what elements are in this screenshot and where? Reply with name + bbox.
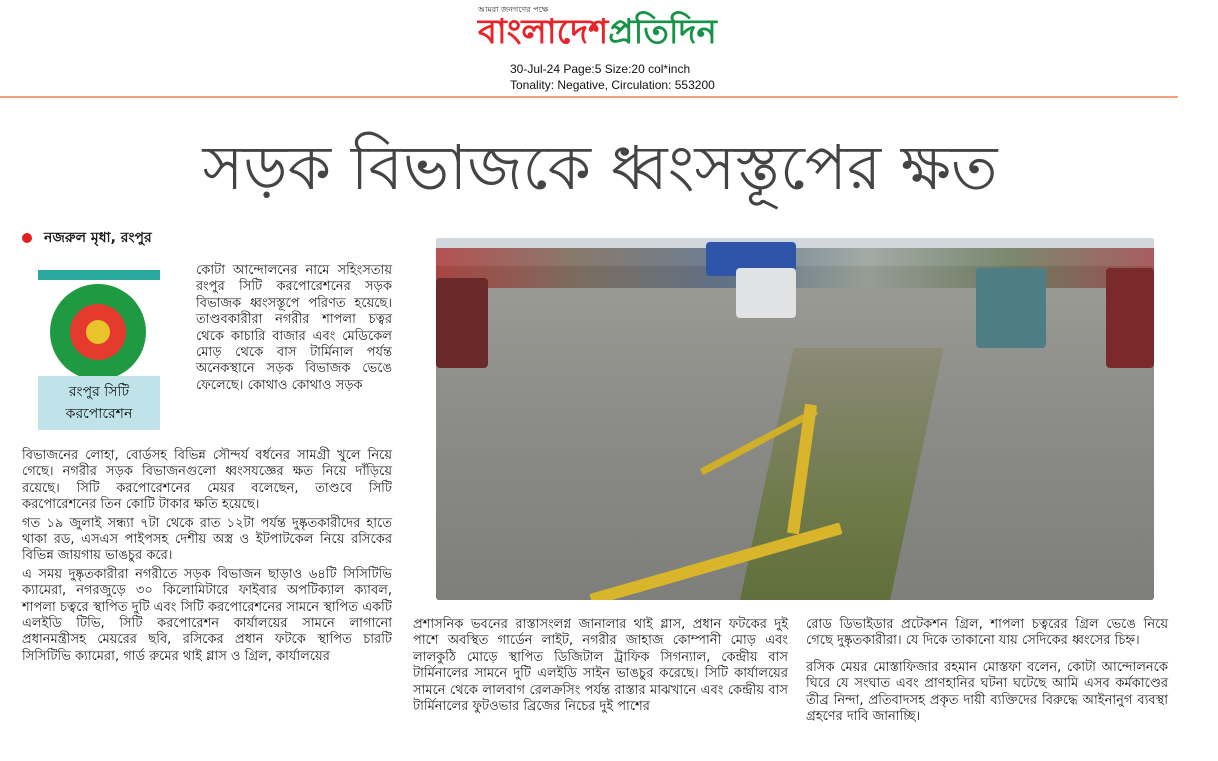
- seal-inner-circle: [70, 304, 126, 360]
- photo-vehicle-center: [736, 268, 796, 318]
- column-2-text: প্রশাসনিক ভবনের রাস্তাসংলগ্ন জানালার থাই গ্লাস, প্রধান ফটকের দুই পাশে অবস্থিত গার্ডেন লাইট, নগরীর জাহাজ কোম্পানী মোড় এবং লালকুঠি মোড়ে স্থাপিত ডিজিটাল ট্রাফিক সিগন্যাল, কেন্দ্রীয় বাস টার্মিনালের সামনে দুটি এলইডি সাইন ভাঙচুর করেছে। সিটি কার্যালয়ের সামনে থেকে লালবাগ রেলক্রসিং পর্যন্ত রাস্তার মাঝখানে এবং কেন্দ্রীয় বাস টার্মিনালের ফুটওভার ব্রিজের নিচের দুই পাশের: [413, 617, 788, 715]
- logo-part-2: প্রতিদিন: [608, 12, 717, 52]
- byline-text: নজরুল মৃধা, রংপুর: [44, 230, 152, 246]
- seal-emblem-icon: [86, 320, 110, 344]
- clipping-meta-line-1: 30-Jul-24 Page:5 Size:20 col*inch: [510, 62, 691, 76]
- city-corporation-logo: [38, 270, 160, 430]
- article-headline: সড়ক বিভাজকে ধ্বংসস্তূপের ক্ষত: [202, 131, 998, 204]
- paragraph-2: গত ১৯ জুলাই সন্ধ্যা ৭টা থেকে রাত ১২টা পর্যন্ত দুষ্কৃতকারীদের হাতে থাকা রড, এসএস পাইপসহ দেশীয় অস্ত্র ও ইটপাটকেল নিয়ে রসিকের বিভিন্ন জায়গায় ভাঙচুর করে।: [22, 515, 392, 564]
- logo-caption: রংপুর সিটি করপোরেশন: [38, 376, 160, 430]
- masthead: [0, 0, 1218, 100]
- paragraph-1-rest: বিভাজনের লোহা, বোর্ডসহ বিভিন্ন সৌন্দর্য বর্ধনের সামগ্রী খুলে নিয়ে গেছে। নগরীর সড়ক বিভাজনগুলো ধ্বংসযজ্ঞের ক্ষত নিয়ে দাঁড়িয়ে রয়েছে। সিটি করপোরেশনের মেয়র বলেছেন, তাণ্ডবে সিটি করপোরেশনের তিন কোটি টাকার ক্ষতি হয়েছে।: [22, 448, 392, 513]
- photo-rickshaw-left: [436, 278, 488, 368]
- column-3-paragraph-2: রসিক মেয়র মোস্তাফিজার রহমান মোস্তফা বলেন, কোটা আন্দোলনকে ঘিরে যে সংঘাত এবং প্রাণহানির ঘটনা ঘটেছে আমি এসব কর্মকাণ্ডের তীব্র নিন্দা, প্রতিবাদসহ প্রকৃত দায়ী ব্যক্তিদের বিরুদ্ধে আইনানুগ ব্যবস্থা গ্রহণের দাবি জানাচ্ছি।: [806, 659, 1168, 725]
- column-1-top: [196, 263, 392, 394]
- column-3: [806, 617, 1168, 725]
- column-1-bottom: [22, 448, 392, 665]
- paragraph-1-top: কোটা আন্দোলনের নামে সহিংসতায় রংপুর সিটি করপোরেশনের সড়ক বিভাজক ধ্বংসস্তূপে পরিণত হয়েছে। তাণ্ডবকারীরা নগরীর শাপলা চত্বর থেকে কাচারি বাজার এবং মেডিকেল মোড় থেকে বাস টার্মিনাল পর্যন্ত অনেকস্থানে সড়ক বিভাজক ভেঙে ফেলেছে। কোথাও কোথাও সড়ক: [196, 263, 392, 393]
- column-3-paragraph-1: রোড ডিভাইডার প্রটেকশন গ্রিল, শাপলা চত্বরের গ্রিল ভেঙে নিয়ে গেছে দুষ্কৃতকারীরা। যে দিকে তাকানো যায় সেদিকের ধ্বংসের চিহ্ন।: [806, 617, 1168, 649]
- masthead-tagline: আমরা জনগণের পক্ষে: [478, 5, 549, 14]
- column-2: [413, 617, 788, 715]
- logo-top-bar: [38, 270, 160, 280]
- photo-autorickshaw-right: [976, 268, 1046, 348]
- newspaper-logo: [478, 12, 717, 52]
- paragraph-3: এ সময় দুষ্কৃতকারীরা নগরীতে সড়ক বিভাজন ছাড়াও ৬৪টি সিসিটিভি ক্যামেরা, নগরজুড়ে ৩০ কিলোমিটারে ফাইবার অপটিক্যাল ক্যাবল, শাপলা চত্বরে স্থাপিত দুটি এবং সিটি করপোরেশনের সামনে স্থাপিত একটি এলইডি টিভি, সিটি করপোরেশন কার্যালয়ের সামনে লাগানো প্রধানমন্ত্রীসহ মেয়রের ছবি, রসিকের প্রধান ফটকে স্থাপিত চারটি সিসিটিভি ক্যামেরা, গার্ড রুমের থাই গ্লাস ও গ্রিল, কার্যালয়ের: [22, 566, 392, 664]
- clipping-meta-line-2: Tonality: Negative, Circulation: 553200: [510, 78, 715, 92]
- byline-bullet-icon: [22, 233, 32, 243]
- news-photo: [436, 238, 1154, 600]
- photo-rickshaw-right: [1106, 268, 1154, 368]
- byline: [22, 226, 152, 250]
- seal-icon: [50, 284, 146, 380]
- logo-part-1: বাংলাদেশ: [478, 12, 609, 52]
- masthead-divider: [0, 96, 1178, 98]
